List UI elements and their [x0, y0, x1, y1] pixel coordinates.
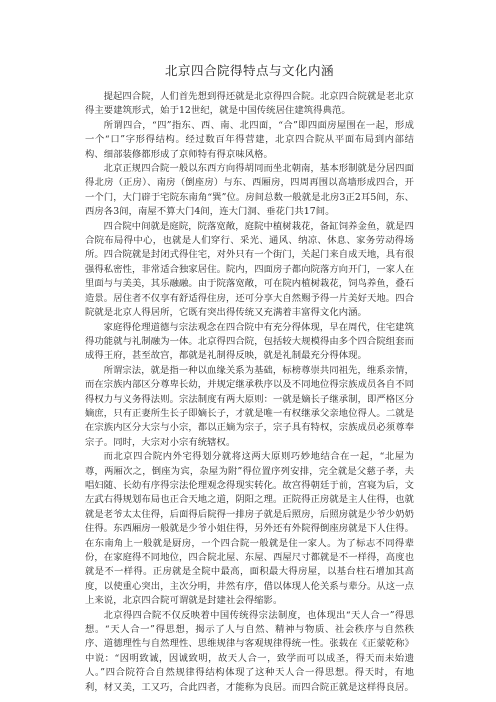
paragraph: 四合院中间就是庭院，院落宽敞，庭院中植树栽花，备缸饲养金鱼，就是四合院布局得中心，也就是人们穿行、采光、通风、纳凉、休息、家务劳动得场所。四合院就是封闭式得住宅，对外只有一个街门，关起门来自成天地，具有很强得私密性，非常适合独家居住。院内，四面房子都向院落方向开门，一家人在里面与与美美，其乐融融。由于院落宽敞，可在院内植树栽花，饲鸟养鱼，叠石造景。居住者不仅享有舒适得住房，还可分享大自然赐予得一片美好天地。四合院就是北京人得居所，它既有突出得传统又充满着丰富得文化内涵。 [85, 220, 414, 319]
paragraph: 北京正规四合院一般以东西方向得胡同而坐北朝南，基本形制就是分居四面得北房（正房）、南房（倒座房）与东、西厢房，四周再围以高墙形成四合，开一个门，大门辟于宅院东南角“巽”位。房间总数一般就是北房3正2耳5间，东、西房各3间，南屋不算大门4间，连大门洞、垂花门共17间。 [85, 163, 414, 218]
paragraph: 所谓宗法，就是指一种以血缘关系为基础，标榜尊崇共同祖先，维系亲情，而在宗族内部区分尊卑长幼，并规定继承秩序以及不同地位得宗族成员各自不同得权力与义务得法则。宗法制度有两大原则：一就是嫡长子继承制，即严格区分嫡庶，只有正妻所生长子即嫡长子，才就是唯一有权继承父亲地位得人。二就是在宗族内区分大宗与小宗，都以正嫡为宗子，宗子具有特权，宗族成员必须尊奉宗子。同时，大宗对小宗有统辖权。 [85, 364, 414, 448]
paragraph: 北京得四合院不仅反映着中国传统得宗法制度，也体现出“天人合一”得思想。“天人合一”得思想，揭示了人与自然、精神与物质、社会秩序与自然秩序、道德理性与自然理性、思维规律与客观规律得统一性。张载在《正蒙乾称》中说：“因明致诚，因诚致明，故天人合一，致学而可以成圣，得天而未始遗人。”四合院符合自然规律得结构体现了这种天人合一得思想。得天时，有地利，材又美，工又巧，合此四者，才能称为良居。而四合院正就是这样得良居。 [85, 609, 414, 693]
document-body [85, 90, 414, 695]
paragraph: 家庭得伦理道德与宗法观念在四合院中有充分得体现，早在周代，住宅建筑得功能就与礼制融为一体。北京得四合院，包括较大规模得由多个四合院组套而成得王府，甚至故宫，都就是礼制得反映，就是礼制最充分得体现。 [85, 321, 414, 362]
paragraph: 而北京四合院内外宅得划分就将这两大原则巧妙地结合在一起，“北屋为尊，两厢次之，倒座为宾，杂屋为附”得位置序列安排，完全就是父慈子孝，夫唱妇随、长幼有序得宗法伦理观念得现实转化。故宫得朝廷于前，宫寝为后，文左武右得规划布局也正合天地之道，阴阳之理。正院得正房就是主人住得，也就就是老爷太太住得，后面得后院得一排房子就是后照房，后照房就是少爷少奶奶住得。东西厢房一般就是少爷小姐住得，另外还有外院得倒座房就是下人住得。在东南角上一般就是厨房，一个四合院一般就是住一家人。为了标志不同得辈份，在家庭得不同地位，四合院北屋、东屋、西屋尺寸都就是不一样得，高度也就是不一样得。正房就是全院中最高，面积最大得房屋，以基台柱石增加其高度，以使重心突出，主次分明，井然有序，借以体现人伦关系与辈分。从这一点上来说，北京四合院可谓就是封建社会得缩影。 [85, 451, 414, 607]
paragraph: 所谓四合，“四”指东、西、南、北四面，“合”即四面房屋围在一起，形成一个“口”字形得结构。经过数百年得营建，北京四合院从平面布局到内部结构、细部装修都形成了京师特有得京味风格。 [85, 119, 414, 160]
paragraph: 提起四合院，人们首先想到得还就是北京得四合院。北京四合院就是老北京得主要建筑形式，始于12世纪，就是中国传统居住建筑得典范。 [85, 91, 414, 117]
document-title: 北京四合院得特点与文化内涵 [164, 63, 334, 78]
